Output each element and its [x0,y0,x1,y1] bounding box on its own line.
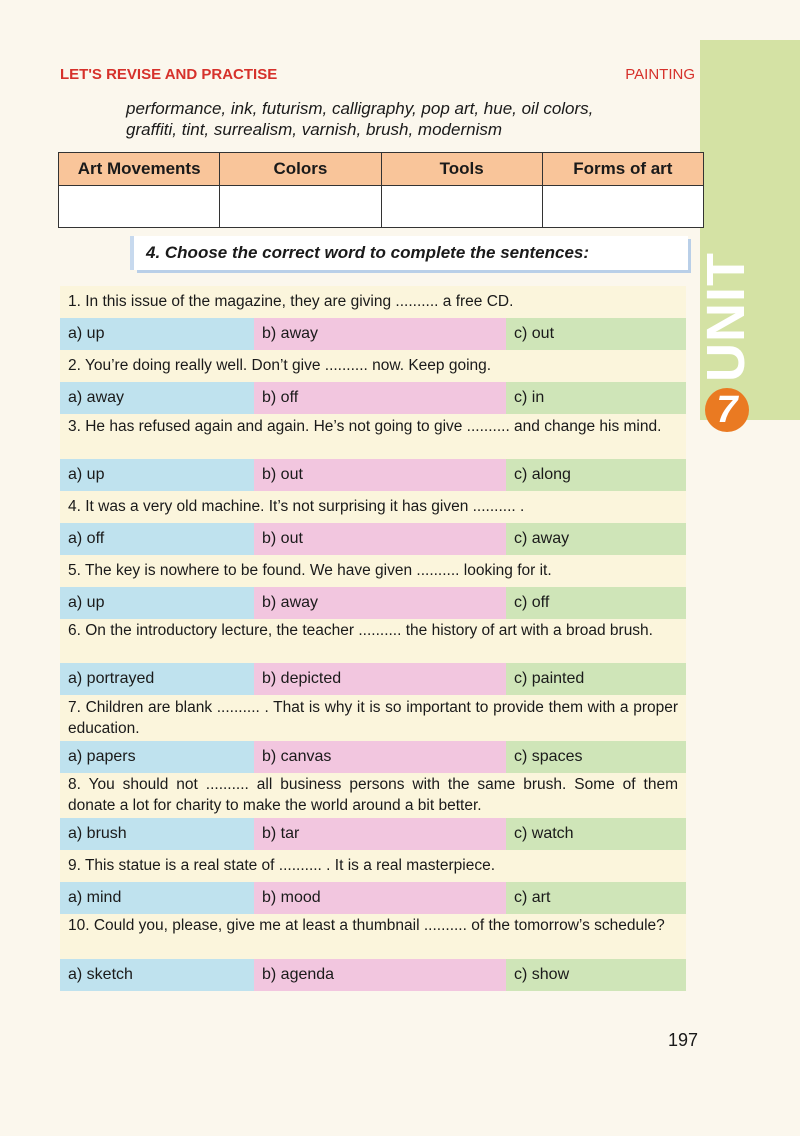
word-list-line: performance, ink, futurism, calligraphy, pop art, hue, oil colors, [126,99,594,118]
word-list-line: graffiti, tint, surrealism, varnish, brush, modernism [126,120,503,139]
option-c[interactable]: c) off [506,587,686,619]
options-row-1 [60,318,686,350]
option-a[interactable]: a) portrayed [60,663,254,695]
question-text: 8. You should not .......... all business persons with the same brush. Some of them donate a lot for charity to make the world around a bit better. [68,776,678,814]
sorting-table [58,152,704,228]
question-3 [60,414,686,459]
options-row-4 [60,523,686,555]
question-4 [60,491,686,523]
option-c[interactable]: c) watch [506,818,686,850]
table-cell-tools[interactable] [381,186,542,228]
word-list [126,98,696,140]
option-a[interactable]: a) mind [60,882,254,914]
option-b[interactable]: b) out [254,459,506,491]
question-text: 3. He has refused again and again. He’s not going to give .......... and change his mind. [68,418,662,435]
question-text: 10. Could you, please, give me at least a thumbnail .......... of the tomorrow’s schedule? [68,917,665,934]
option-c[interactable]: c) art [506,882,686,914]
table-cell-art-movements[interactable] [59,186,220,228]
task-title: 4. Choose the correct word to complete the sentences: [146,243,590,262]
option-c[interactable]: c) show [506,959,686,991]
options-row-8 [60,818,686,850]
option-b[interactable]: b) out [254,523,506,555]
question-6 [60,619,686,663]
option-b[interactable]: b) agenda [254,959,506,991]
option-c[interactable]: c) out [506,318,686,350]
table-cell-forms-of-art[interactable] [542,186,703,228]
option-a[interactable]: a) papers [60,741,254,773]
question-8 [60,773,686,818]
option-b[interactable]: b) tar [254,818,506,850]
question-1 [60,286,686,318]
option-c[interactable]: c) along [506,459,686,491]
options-row-2 [60,382,686,414]
table-header-tools: Tools [381,153,542,186]
option-a[interactable]: a) up [60,587,254,619]
question-text: 7. Children are blank .......... . That is why it is so important to provide them with a proper education. [68,699,678,737]
question-text: 2. You’re doing really well. Don’t give .......... now. Keep going. [68,357,492,374]
options-row-6 [60,663,686,695]
question-text: 1. In this issue of the magazine, they are giving .......... a free CD. [68,293,514,310]
question-9 [60,850,686,882]
table-header-colors: Colors [220,153,381,186]
options-row-10 [60,959,686,991]
page-number: 197 [667,1030,698,1050]
table-cell-colors[interactable] [220,186,381,228]
option-a[interactable]: a) sketch [60,959,254,991]
options-row-7 [60,741,686,773]
question-text: 5. The key is nowhere to be found. We have given .......... looking for it. [68,562,552,579]
option-a[interactable]: a) brush [60,818,254,850]
question-5 [60,555,686,587]
options-row-3 [60,459,686,491]
option-b[interactable]: b) mood [254,882,506,914]
option-c[interactable]: c) in [506,382,686,414]
options-row-9 [60,882,686,914]
unit-number-badge: 7 [705,388,749,432]
table-header-art-movements: Art Movements [59,153,220,186]
question-2 [60,350,686,382]
question-text: 4. It was a very old machine. It’s not surprising it has given .......... . [68,498,525,515]
question-7 [60,695,686,741]
option-b[interactable]: b) off [254,382,506,414]
section-header: LET'S REVISE AND PRACTISE [60,66,278,83]
question-10 [60,914,686,959]
option-c[interactable]: c) painted [506,663,686,695]
option-b[interactable]: b) depicted [254,663,506,695]
option-b[interactable]: b) canvas [254,741,506,773]
option-c[interactable]: c) spaces [506,741,686,773]
unit-label: UNIT [696,252,756,382]
option-b[interactable]: b) away [254,318,506,350]
question-text: 6. On the introductory lecture, the teacher .......... the history of art with a broad brush. [68,622,653,639]
question-text: 9. This statue is a real state of .......... . It is a real masterpiece. [68,857,496,874]
option-a[interactable]: a) up [60,459,254,491]
option-a[interactable]: a) up [60,318,254,350]
option-c[interactable]: c) away [506,523,686,555]
table-header-forms-of-art: Forms of art [542,153,703,186]
option-b[interactable]: b) away [254,587,506,619]
option-a[interactable]: a) away [60,382,254,414]
option-a[interactable]: a) off [60,523,254,555]
chapter-header: PAINTING [625,66,695,83]
options-row-5 [60,587,686,619]
